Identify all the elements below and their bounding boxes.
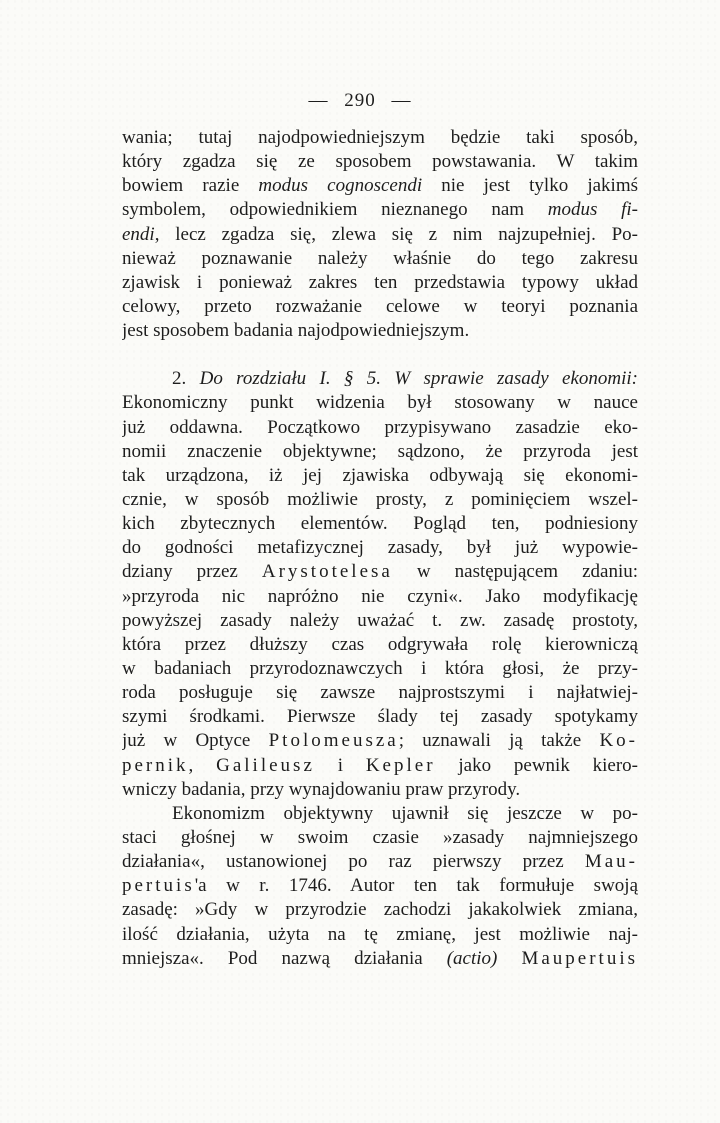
text-line: wniczy badania, przy wynajdowaniu praw przyrody. [122,778,521,800]
text-line: symbolem, odpowiednikiem nieznanego nam modus fi- [122,199,638,221]
text-line: działania«, ustanowionej po raz pierwszy przez Mau- [122,851,638,873]
text-line: szymi środkami. Pierwsze ślady tej zasady spotykamy [122,706,638,728]
text-line: 2. Do rozdziału I. § 5. W sprawie zasady ekonomii: [172,368,638,390]
text-line: ilość działania, użyta na tę zmianę, jest możliwie naj- [122,923,638,945]
text-line: już w Optyce Ptolomeusza; uznawali ją także Ko- [122,730,638,752]
text-line: powyższej zasady należy uważać t. zw. zasadę prostoty, [122,609,638,631]
text-line: który zgadza się ze sposobem powstawania. W takim [122,151,638,173]
text-line: endi, lecz zgadza się, zlewa się z nim najzupełniej. Po- [122,223,638,245]
paragraph-2 [122,367,638,802]
paragraph-1 [122,126,638,343]
text-line: już oddawna. Początkowo przypisywano zasadzie eko- [122,416,638,438]
text-line: w badaniach przyrodoznawczych i która głosi, że przy- [122,657,638,679]
text-line: wania; tutaj najodpowiedniejszym będzie taki sposób, [122,127,638,148]
paragraph-3 [122,802,638,971]
text-line: kich zbytecznych elementów. Pogląd ten, podniesiony [122,513,638,535]
page-text [122,126,638,971]
text-line: pertuis'a w r. 1746. Autor ten tak formułuje swoją [122,875,638,897]
text-line: staci głośnej w swoim czasie »zasady najmniejszego [122,826,638,848]
text-line: Ekonomizm objektywny ujawnił się jeszcze w po- [172,802,638,824]
text-line: mniejsza«. Pod nazwą działania (actio) Maupertuis [122,947,638,969]
text-line: jest sposobem badania najodpowiedniejszym. [122,320,470,342]
text-line: nomii znaczenie objektywne; sądzono, że przyroda jest [122,440,638,462]
text-line: dziany przez Arystotelesa w następującem zdaniu: [122,561,638,583]
text-line: celowy, przeto rozważanie celowe w teoryi poznania [122,295,638,317]
text-line: która przez dłuższy czas odgrywała rolę kierowniczą [122,633,638,655]
text-line: »przyroda nic napróżno nie czyni«. Jako modyfikację [122,585,638,607]
text-line: cznie, w sposób możliwie prosty, z pominięciem wszel- [122,488,638,510]
text-line: bowiem razie modus cognoscendi nie jest tylko jakimś [122,175,638,197]
text-line: zjawisk i ponieważ zakres ten przedstawia typowy układ [122,271,638,293]
text-line: Ekonomiczny punkt widzenia był stosowany w nauce [122,392,638,414]
text-line: tak urządzona, iż jej zjawiska odbywają się ekonomi- [122,464,638,486]
text-line: nieważ poznawanie należy właśnie do tego zakresu [122,247,638,269]
text-line: zasadę: »Gdy w przyrodzie zachodzi jakakolwiek zmiana, [122,899,638,921]
text-line: do godności metafizycznej zasady, był już wypowie- [122,537,638,559]
text-line: roda posługuje się zawsze najprostszymi i najłatwiej- [122,682,638,704]
text-line: pernik, Galileusz i Kepler jako pewnik kiero- [122,754,638,776]
page-number: — 290 — [308,90,412,111]
